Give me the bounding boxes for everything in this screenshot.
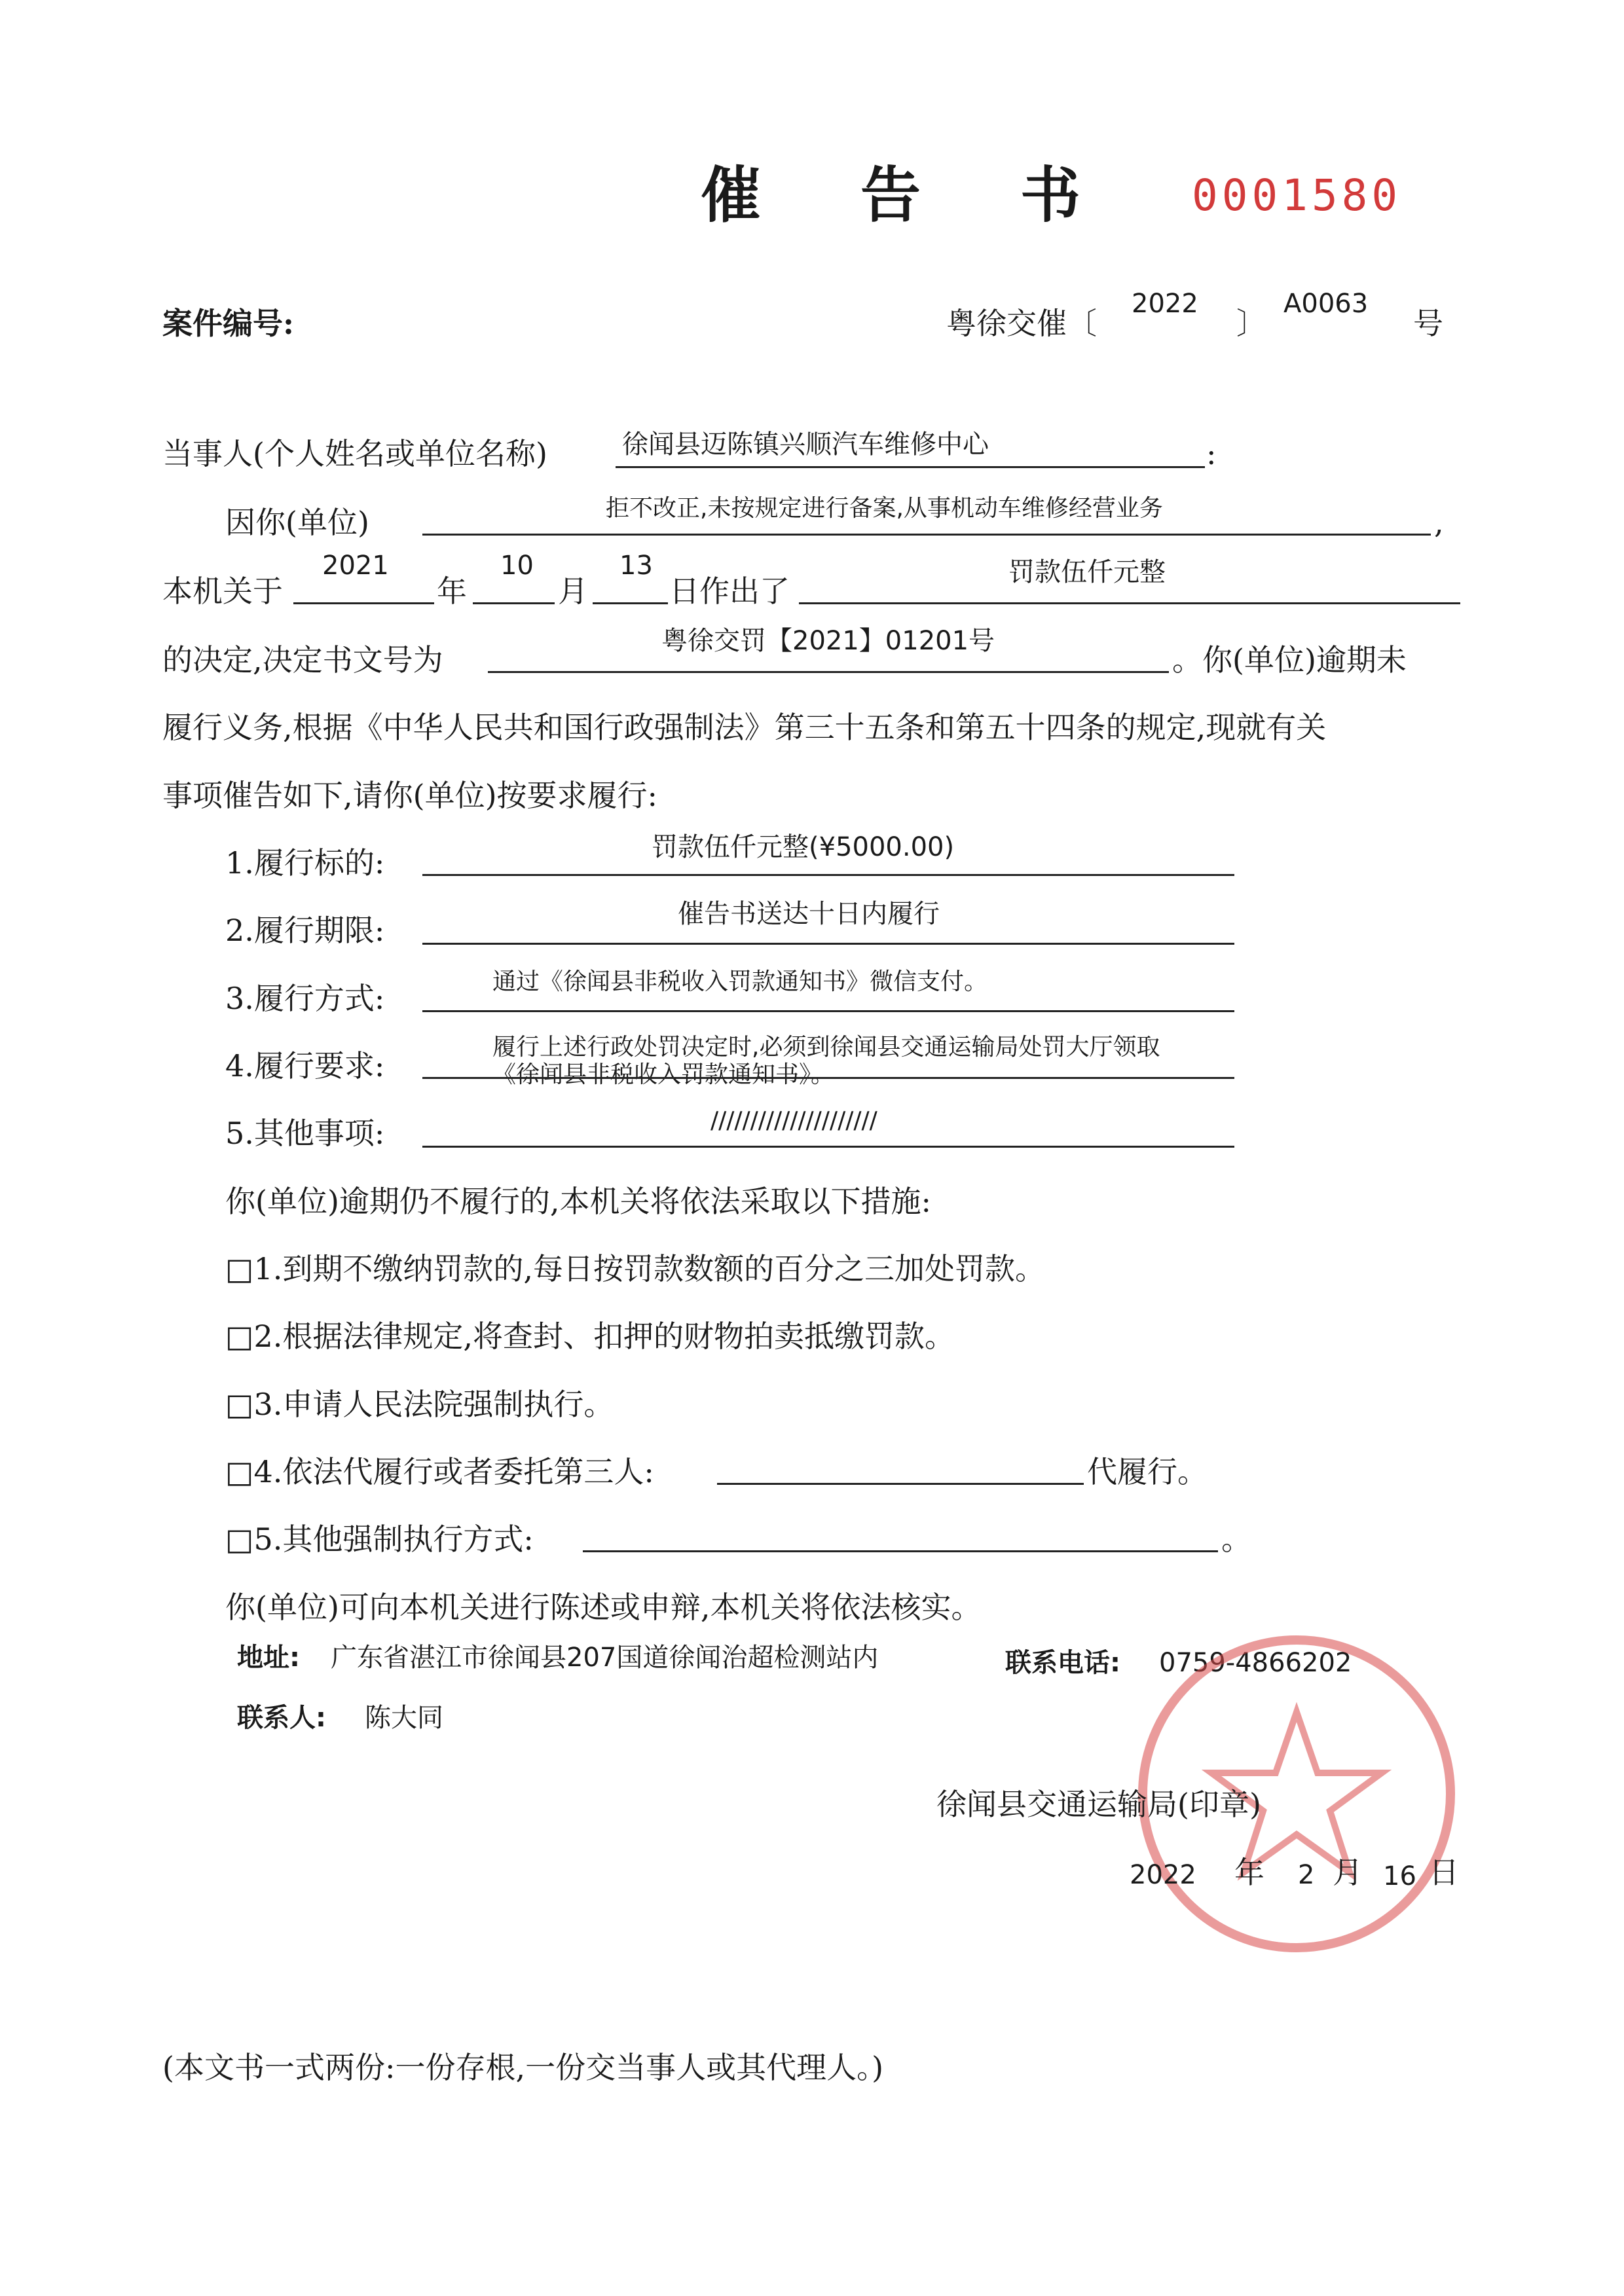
issue-month-unit: 月 bbox=[1333, 1855, 1363, 1890]
decision-day: 13 bbox=[619, 551, 653, 581]
party-colon: : bbox=[1206, 436, 1217, 471]
year-line bbox=[293, 602, 434, 604]
measure-1: □1.到期不缴纳罚款的,每日按罚款数额的百分之三加处罚款。 bbox=[225, 1251, 1045, 1286]
item-1-line bbox=[422, 874, 1234, 876]
item-4-value-line-1: 履行上述行政处罚决定时,必须到徐闻县交通运输局处罚大厅领取 bbox=[492, 1034, 1160, 1061]
measure-4: □4.依法代履行或者委托第三人: bbox=[225, 1454, 654, 1489]
item-1-label: 1.履行标的: bbox=[225, 845, 385, 881]
measure-2: □2.根据法律规定,将查封、扣押的财物拍卖抵缴罚款。 bbox=[225, 1319, 955, 1354]
day-unit: 日作出了 bbox=[669, 574, 790, 609]
item-3-line bbox=[422, 1010, 1234, 1012]
item-5-label: 5.其他事项: bbox=[225, 1116, 385, 1151]
item-1-value: 罚款伍仟元整(¥5000.00) bbox=[652, 832, 955, 862]
party-label: 当事人(个人姓名或单位名称) bbox=[162, 436, 547, 471]
measure-4-tail: 代履行。 bbox=[1087, 1454, 1208, 1489]
measure-5-tail: 。 bbox=[1221, 1522, 1251, 1557]
case-suffix: 号 bbox=[1413, 306, 1443, 341]
page-title: 催 告 书 bbox=[701, 160, 1120, 230]
contact-person-value: 陈大同 bbox=[365, 1703, 443, 1733]
case-no: A0063 bbox=[1283, 289, 1369, 319]
paragraph-line-2: 履行义务,根据《中华人民共和国行政强制法》第三十五条和第五十四条的规定,现就有关 bbox=[162, 710, 1327, 745]
decision-label: 的决定,决定书文号为 bbox=[162, 642, 443, 678]
decision-year: 2021 bbox=[322, 551, 389, 581]
issuer-seal-label: 徐闻县交通运输局(印章) bbox=[936, 1787, 1261, 1822]
case-number-label: 案件编号: bbox=[162, 306, 294, 341]
address-value: 广东省湛江市徐闻县207国道徐闻治超检测站内 bbox=[331, 1643, 879, 1673]
item-4-value-line-2: 《徐闻县非税收入罚款通知书》。 bbox=[492, 1061, 835, 1088]
address-label: 地址: bbox=[237, 1643, 300, 1673]
month-line bbox=[473, 602, 555, 604]
case-prefix: 粤徐交催〔 bbox=[946, 306, 1097, 341]
year-unit: 年 bbox=[437, 574, 467, 609]
item-2-value: 催告书送达十日内履行 bbox=[678, 899, 940, 929]
about-label: 本机关于 bbox=[162, 574, 283, 609]
contact-person-label: 联系人: bbox=[237, 1703, 326, 1733]
decision-month: 10 bbox=[500, 551, 534, 581]
phone-value: 0759-4866202 bbox=[1159, 1648, 1352, 1678]
because-label: 因你(单位) bbox=[225, 505, 369, 540]
issue-month: 2 bbox=[1298, 1860, 1315, 1890]
party-line bbox=[616, 466, 1205, 468]
measure-3: □3.申请人民法院强制执行。 bbox=[225, 1387, 614, 1422]
case-bracket-close: 〕 bbox=[1236, 306, 1266, 341]
paragraph-line-3: 事项催告如下,请你(单位)按要求履行: bbox=[162, 778, 658, 813]
decision-line bbox=[488, 671, 1169, 673]
measures-intro: 你(单位)逾期仍不履行的,本机关将依法采取以下措施: bbox=[225, 1184, 932, 1219]
penalty-line bbox=[799, 602, 1460, 604]
day-line bbox=[593, 602, 668, 604]
item-2-line bbox=[422, 943, 1234, 945]
item-4-label: 4.履行要求: bbox=[225, 1048, 385, 1084]
measure-5: □5.其他强制执行方式: bbox=[225, 1522, 534, 1557]
month-unit: 月 bbox=[558, 574, 588, 609]
footer-note: (本文书一式两份:一份存根,一份交当事人或其代理人。) bbox=[162, 2050, 884, 2085]
penalty-value: 罚款伍仟元整 bbox=[1008, 557, 1166, 587]
measure-4-line bbox=[717, 1483, 1084, 1485]
issue-year-unit: 年 bbox=[1234, 1855, 1264, 1890]
statement: 你(单位)可向本机关进行陈述或申辩,本机关将依法核实。 bbox=[225, 1590, 982, 1625]
reason-comma: , bbox=[1434, 505, 1444, 540]
party-name: 徐闻县迈陈镇兴顺汽车维修中心 bbox=[622, 429, 989, 460]
issue-year: 2022 bbox=[1130, 1860, 1196, 1890]
reason-value: 拒不改正,未按规定进行备案,从事机动车维修经营业务 bbox=[606, 495, 1163, 522]
item-2-label: 2.履行期限: bbox=[225, 913, 385, 948]
reason-line bbox=[422, 534, 1431, 536]
issue-day-unit: 日 bbox=[1429, 1855, 1459, 1890]
item-5-line bbox=[422, 1146, 1234, 1148]
issue-day: 16 bbox=[1383, 1861, 1416, 1891]
item-3-label: 3.履行方式: bbox=[225, 981, 385, 1016]
item-3-value: 通过《徐闻县非税收入罚款通知书》微信支付。 bbox=[492, 968, 988, 995]
item-4-line bbox=[422, 1077, 1234, 1079]
phone-label: 联系电话: bbox=[1005, 1648, 1120, 1678]
decision-number: 粤徐交罚【2021】01201号 bbox=[661, 626, 995, 656]
serial-number: 0001580 bbox=[1192, 170, 1402, 221]
measure-5-line bbox=[583, 1550, 1218, 1552]
item-5-value: ///////////////////// bbox=[710, 1107, 877, 1134]
decision-tail: 。你(单位)逾期未 bbox=[1172, 642, 1407, 678]
case-year: 2022 bbox=[1132, 289, 1198, 319]
